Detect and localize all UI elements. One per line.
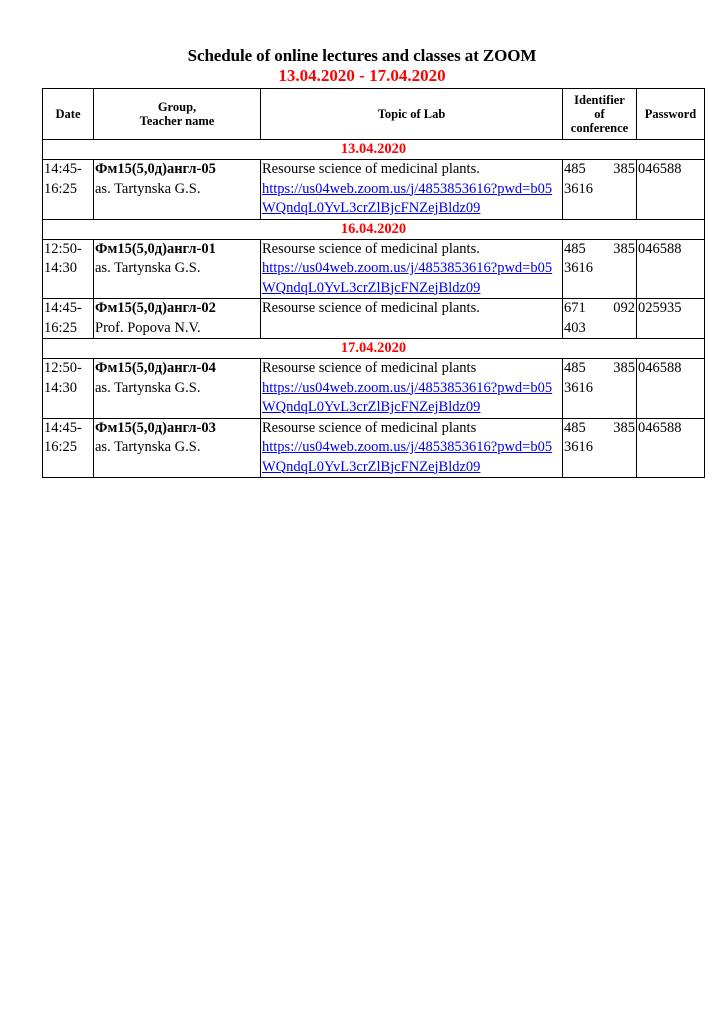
group-name: Фм15(5,0д)англ-05 xyxy=(95,161,216,177)
time-start: 14:45- xyxy=(44,419,82,436)
cell-conference-id xyxy=(563,160,637,220)
cell-time xyxy=(43,160,94,220)
zoom-link[interactable]: https://us04web.zoom.us/j/4853853616?pwd=b05WQndqL0YvL3crZlBjcFNZejBldz09 xyxy=(262,439,553,475)
conference-id-line2: 3616 xyxy=(564,180,593,197)
cell-time xyxy=(43,239,94,299)
cell-password: 046588 xyxy=(637,160,705,220)
cell-time xyxy=(43,359,94,419)
cell-topic xyxy=(261,160,563,220)
group-name: Фм15(5,0д)англ-01 xyxy=(95,240,216,257)
day-separator-row xyxy=(43,219,705,239)
day-separator-row xyxy=(43,140,705,160)
cell-password: 046588 xyxy=(637,418,705,478)
teacher-name: as. Tartynska G.S. xyxy=(95,180,201,197)
zoom-link[interactable]: https://us04web.zoom.us/j/4853853616?pwd=b05WQndqL0YvL3crZlBjcFNZejBldz09 xyxy=(262,260,553,296)
conference-id-line2: 403 xyxy=(564,319,586,336)
teacher-name: as. Tartynska G.S. xyxy=(95,379,201,396)
header-row xyxy=(43,89,705,140)
cell-topic xyxy=(261,299,563,339)
cell-group xyxy=(94,239,261,299)
header-identifier: Identifier of conference xyxy=(563,89,637,140)
time-end: 14:30 xyxy=(44,260,78,276)
conference-id-line2: 3616 xyxy=(564,379,593,396)
conference-id-line1: 485 385 xyxy=(564,419,635,436)
topic-text: Resourse science of medicinal plants. xyxy=(262,161,480,177)
zoom-link[interactable]: https://us04web.zoom.us/j/4853853616?pwd=b05WQndqL0YvL3crZlBjcFNZejBldz09 xyxy=(262,180,553,216)
cell-topic xyxy=(261,239,563,299)
conference-id-line2: 3616 xyxy=(564,439,593,455)
cell-password: 046588 xyxy=(637,359,705,419)
cell-group xyxy=(94,418,261,478)
teacher-name: Prof. Popova N.V. xyxy=(95,319,201,336)
cell-time xyxy=(43,418,94,478)
cell-conference-id xyxy=(563,418,637,478)
conference-id-line1: 671 092 xyxy=(564,300,635,316)
zoom-link[interactable]: https://us04web.zoom.us/j/4853853616?pwd=b05WQndqL0YvL3crZlBjcFNZejBldz09 xyxy=(262,379,553,415)
time-start: 14:45- xyxy=(44,300,82,316)
header-group: Group, Teacher name xyxy=(94,89,261,140)
header-password: Password xyxy=(637,89,705,140)
time-start: 14:45- xyxy=(44,161,82,177)
topic-text: Resourse science of medicinal plants. xyxy=(262,300,480,316)
cell-topic xyxy=(261,359,563,419)
cell-password: 025935 xyxy=(637,299,705,339)
table-row xyxy=(43,160,705,220)
conference-id-line2: 3616 xyxy=(564,260,593,276)
header-date: Date xyxy=(43,89,94,140)
cell-group xyxy=(94,160,261,220)
schedule-table xyxy=(42,88,705,478)
time-end: 16:25 xyxy=(44,319,78,336)
topic-text: Resourse science of medicinal plants. xyxy=(262,240,480,257)
time-end: 16:25 xyxy=(44,180,78,197)
day-separator-row xyxy=(43,339,705,359)
cell-conference-id xyxy=(563,359,637,419)
table-row xyxy=(43,299,705,339)
cell-topic xyxy=(261,418,563,478)
page-title: Schedule of online lectures and classes at ZOOM xyxy=(187,46,537,65)
time-start: 12:50- xyxy=(44,240,82,257)
cell-password: 046588 xyxy=(637,239,705,299)
teacher-name: as. Tartynska G.S. xyxy=(95,439,201,455)
schedule-body xyxy=(43,140,705,478)
time-end: 16:25 xyxy=(44,439,78,455)
topic-text: Resourse science of medicinal plants xyxy=(262,360,477,376)
teacher-name: as. Tartynska G.S. xyxy=(95,260,201,276)
cell-group xyxy=(94,299,261,339)
conference-id-line1: 485 385 xyxy=(564,360,635,376)
cell-conference-id xyxy=(563,239,637,299)
group-name: Фм15(5,0д)англ-04 xyxy=(95,360,216,376)
date-range-subtitle: 13.04.2020 - 17.04.2020 xyxy=(278,66,446,85)
cell-time xyxy=(43,299,94,339)
cell-group xyxy=(94,359,261,419)
day-date: 16.04.2020 xyxy=(43,219,705,239)
time-start: 12:50- xyxy=(44,360,82,376)
group-name: Фм15(5,0д)англ-03 xyxy=(95,419,216,436)
table-row xyxy=(43,359,705,419)
cell-conference-id xyxy=(563,299,637,339)
topic-text: Resourse science of medicinal plants xyxy=(262,419,477,436)
time-end: 14:30 xyxy=(44,379,78,396)
header-topic: Topic of Lab xyxy=(261,89,563,140)
day-date: 13.04.2020 xyxy=(43,140,705,160)
group-name: Фм15(5,0д)англ-02 xyxy=(95,300,216,316)
table-row xyxy=(43,239,705,299)
conference-id-line1: 485 385 xyxy=(564,240,635,257)
conference-id-line1: 485 385 xyxy=(564,161,635,177)
day-date: 17.04.2020 xyxy=(43,339,705,359)
table-row xyxy=(43,418,705,478)
